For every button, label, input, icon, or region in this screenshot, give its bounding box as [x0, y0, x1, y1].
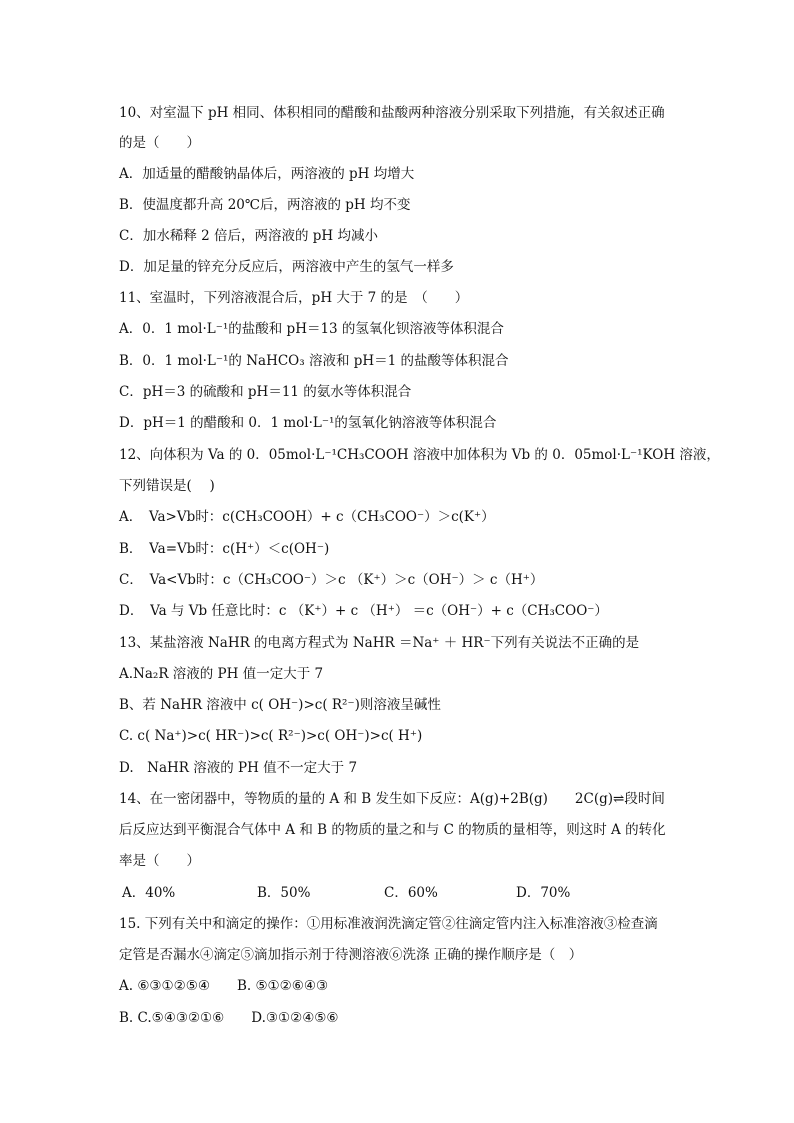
q10-option-a: A．加适量的醋酸钠晶体后，两溶液的 pH 均增大	[119, 166, 415, 182]
q12-stem-line-1: 12、向体积为 Va 的 0．05mol·L⁻¹CH₃COOH 溶液中加体积为 Vb 的 0．05mol·L⁻¹KOH 溶液，	[119, 447, 720, 463]
q10-option-d: D．加足量的锌充分反应后，两溶液中产生的氢气一样多	[119, 259, 454, 275]
q14-option-a: A．40%	[122, 885, 176, 901]
q13-option-d: D. NaHR 溶液的 PH 值不一定大于 7	[119, 760, 358, 776]
q15-options-ab: A. ⑥③①②⑤④ B. ⑤①②⑥④③	[119, 978, 329, 994]
q14-stem-line-1: 14、在一密闭器中，等物质的量的 A 和 B 发生如下反应：A(g)+2B(g) 2C(g)⇌段时间	[119, 791, 665, 807]
q11-option-c: C．pH＝3 的硫酸和 pH＝11 的氨水等体积混合	[119, 384, 412, 400]
q11-stem: 11、室温时，下列溶液混合后，pH 大于 7 的是 （ ）	[119, 290, 469, 306]
q13-stem: 13、某盐溶液 NaHR 的电离方程式为 NaHR ＝Na⁺ ＋ HR⁻下列有关说法不正确的是	[119, 635, 640, 651]
q12-option-c: C． Va<Vb时：c（CH₃COO⁻）＞c （K⁺）＞c（OH⁻）＞ c（H⁺）	[119, 572, 544, 588]
q10-stem-line-2: 的是（ ）	[119, 135, 200, 151]
q12-stem-line-2: 下列错误是( )	[119, 478, 215, 494]
q13-option-c: C. c( Na⁺)>c( HR⁻)>c( R²⁻)>c( OH⁻)>c( H⁺)	[119, 728, 423, 744]
q14-option-b: B．50%	[257, 885, 311, 901]
q14-stem-line-2: 后反应达到平衡混合气体中 A 和 B 的物质的量之和与 C 的物质的量相等，则这时 A 的转化	[119, 822, 666, 838]
q12-option-a: A． Va>Vb时：c(CH₃COOH）+ c（CH₃COO⁻）＞c(K⁺）	[119, 509, 495, 525]
q12-option-b: B． Va=Vb时：c(H⁺）＜c(OH⁻)	[119, 541, 330, 557]
q10-option-b: B．使温度都升高 20℃后，两溶液的 pH 均不变	[119, 197, 411, 213]
q14-option-c: C．60%	[384, 885, 438, 901]
q12-option-d: D． Va 与 Vb 任意比时：c （K⁺）+ c （H⁺） ＝c（OH⁻）+ c（CH₃COO⁻）	[119, 603, 608, 619]
q15-stem-line-2: 定管是否漏水④滴定⑤滴加指示剂于待测溶液⑥洗涤 正确的操作顺序是（ ）	[119, 947, 583, 963]
q11-option-b: B．0．1 mol·L⁻¹的 NaHCO₃ 溶液和 pH＝1 的盐酸等体积混合	[119, 353, 509, 369]
q11-option-d: D．pH＝1 的醋酸和 0．1 mol·L⁻¹的氢氧化钠溶液等体积混合	[119, 415, 497, 431]
q13-option-a: A.Na₂R 溶液的 PH 值一定大于 7	[119, 666, 324, 682]
q15-options-cd: B. C.⑤④③②①⑥ D.③①②④⑤⑥	[119, 1010, 339, 1026]
q14-option-d: D．70%	[516, 885, 571, 901]
q13-option-b: B、若 NaHR 溶液中 c( OH⁻)>c( R²⁻)则溶液呈碱性	[119, 697, 441, 713]
q14-options	[122, 884, 754, 902]
q10-stem-line-1: 10、对室温下 pH 相同、体积相同的醋酸和盐酸两种溶液分别采取下列措施，有关叙述正确	[119, 105, 665, 121]
q14-stem-line-3: 率是（ ）	[119, 853, 200, 869]
q10-option-c: C．加水稀释 2 倍后，两溶液的 pH 均减小	[119, 228, 378, 244]
q11-option-a: A．0．1 mol·L⁻¹的盐酸和 pH＝13 的氢氧化钡溶液等体积混合	[119, 321, 504, 337]
q15-stem-line-1: 15. 下列有关中和滴定的操作：①用标准液润洗滴定管②往滴定管内注入标准溶液③检查滴	[119, 916, 658, 932]
